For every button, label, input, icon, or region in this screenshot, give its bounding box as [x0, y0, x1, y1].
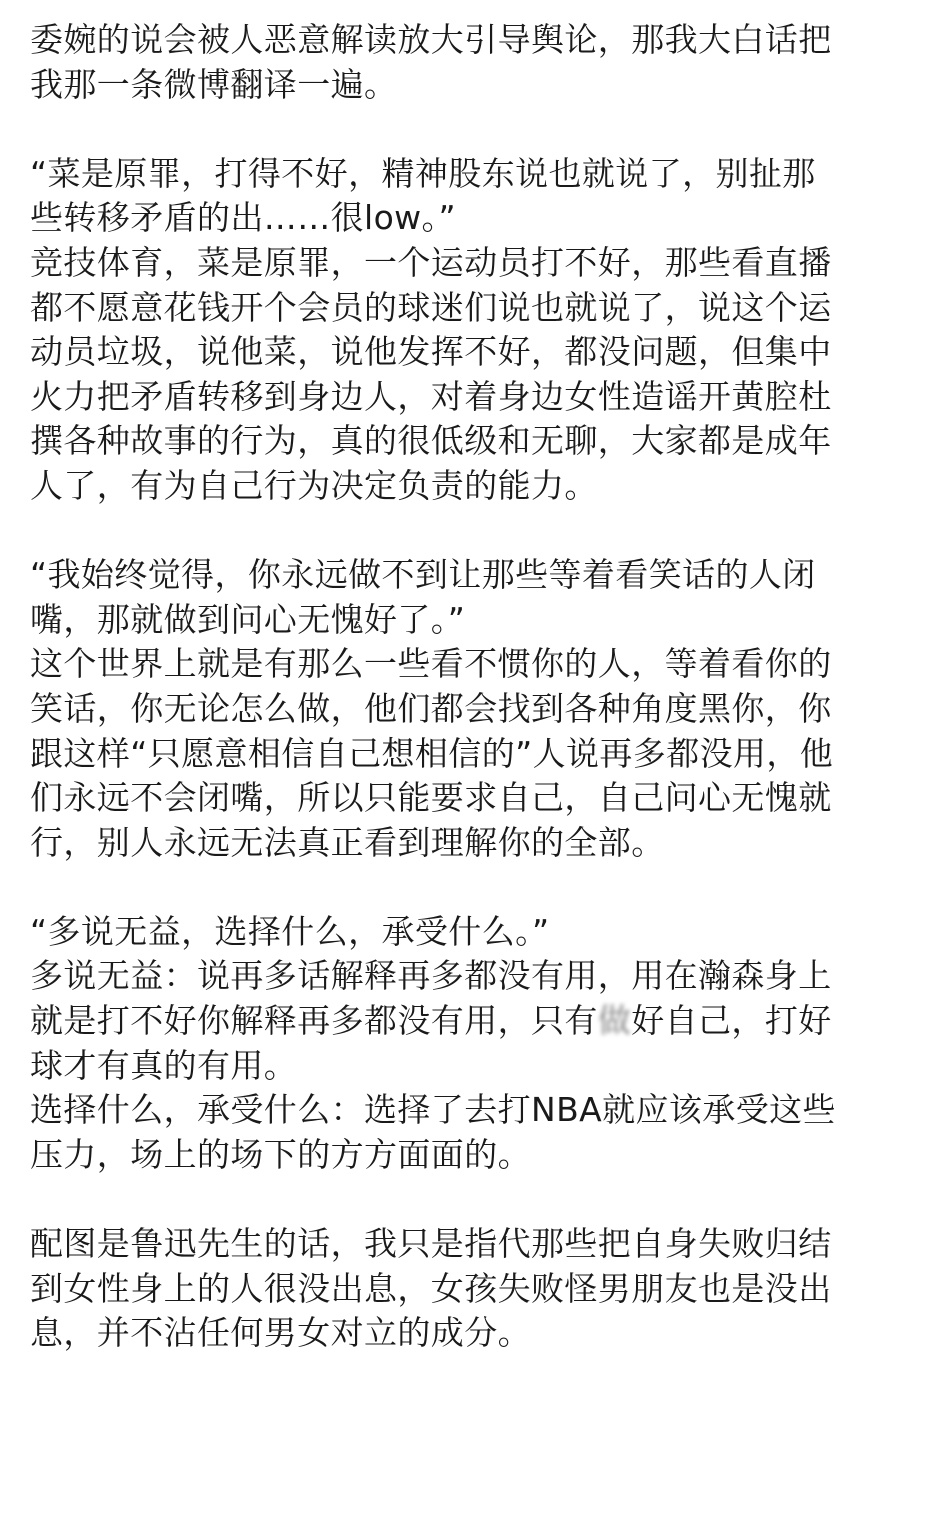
text-line-with-blur — [30, 999, 918, 1044]
text-line: 们永远不会闭嘴，所以只能要求自己，自己问心无愧就 — [30, 778, 832, 818]
text-line: 火力把矛盾转移到身边人，对着身边女性造谣开黄腔杜 — [30, 376, 832, 416]
quote-line: “菜是原罪，打得不好，精神股东说也就说了，别扯那 — [30, 153, 816, 193]
text-line: 行，别人永远无法真正看到理解你的全部。 — [30, 822, 665, 862]
text-line: 到女性身上的人很没出息，女孩失败怪男朋友也是没出 — [30, 1268, 832, 1308]
text-line: 都不愿意花钱开个会员的球迷们说也就说了，说这个运 — [30, 287, 832, 327]
text-line: 多说无益：说再多话解释再多都没有用，用在瀚森身上 — [30, 956, 832, 996]
paragraph-quote-2 — [30, 553, 918, 865]
text-line: 压力，场上的场下的方方面面的。 — [30, 1134, 531, 1174]
paragraph-quote-3 — [30, 910, 918, 1178]
text-fragment: 好自己，打好 — [631, 1001, 832, 1041]
text-line: 撰各种故事的行为，真的很低级和无聊，大家都是成年 — [30, 421, 832, 461]
post-body — [30, 18, 918, 1356]
text-line: 动员垃圾，说他菜，说他发挥不好，都没问题，但集中 — [30, 332, 832, 372]
text-line: 笑话，你无论怎么做，他们都会找到各种角度黑你，你 — [30, 688, 832, 728]
paragraph-closing — [30, 1222, 918, 1356]
paragraph-intro — [30, 18, 918, 107]
text-line: 委婉的说会被人恶意解读放大引导舆论，那我大白话把 — [30, 20, 832, 59]
quote-line: “我始终觉得，你永远做不到让那些等着看笑话的人闭 — [30, 555, 816, 595]
text-line: 我那一条微博翻译一遍。 — [30, 64, 398, 104]
quote-line: “多说无益，选择什么，承受什么。” — [30, 911, 550, 951]
text-fragment: 就是打不好你解释再多都没有用，只有 — [30, 1001, 598, 1041]
text-line: 息，并不沾任何男女对立的成分。 — [30, 1313, 531, 1353]
text-line: 人了，有为自己行为决定负责的能力。 — [30, 465, 598, 505]
paragraph-quote-1 — [30, 152, 918, 509]
quote-line: 嘴，那就做到问心无愧好了。” — [30, 599, 466, 639]
text-line: 选择什么，承受什么：选择了去打NBA就应该承受这些 — [30, 1090, 836, 1130]
text-line: 跟这样“只愿意相信自己想相信的”人说再多都没用，他 — [30, 733, 834, 773]
text-line: 配图是鲁迅先生的话，我只是指代那些把自身失败归结 — [30, 1224, 832, 1264]
text-line: 这个世界上就是有那么一些看不惯你的人，等着看你的 — [30, 644, 832, 684]
text-line: 竞技体育，菜是原罪，一个运动员打不好，那些看直播 — [30, 242, 832, 282]
text-line: 球才有真的有用。 — [30, 1045, 298, 1085]
blurred-word: 做 — [597, 1001, 632, 1041]
quote-line: 些转移矛盾的出……很low。” — [30, 198, 456, 238]
